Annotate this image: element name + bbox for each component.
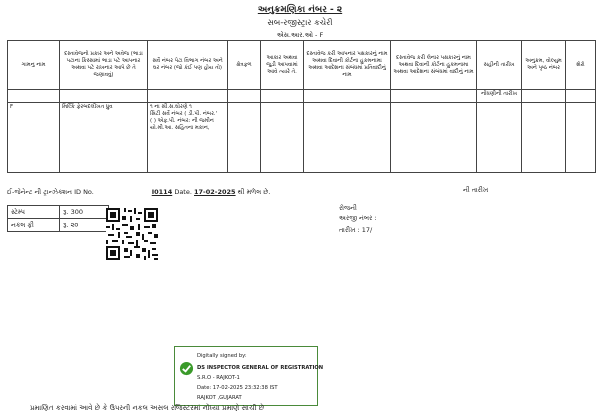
signature-line-1: Digitally signed by:: [197, 353, 247, 359]
sub-cell: [261, 90, 304, 103]
sub-cell: [304, 90, 391, 103]
date-note: ની તારીખ: [463, 186, 489, 194]
table-header-row: [8, 41, 596, 90]
col-sign-date: સહીની તારીખ: [477, 41, 522, 90]
qr-code: [106, 208, 158, 260]
fees-table: [7, 205, 109, 232]
register-table: [7, 40, 596, 173]
fee-row: [8, 206, 109, 219]
sub-cell: [8, 90, 60, 103]
sub-cell: [522, 90, 566, 103]
application-number: અરજી નંબર :: [339, 214, 377, 222]
fee-value: રૂ. ૨૦: [60, 219, 109, 232]
office-code: એસ.આર.ઓ - F: [276, 31, 324, 39]
document-title: અનુક્રમણિકા નંબર - ૨: [257, 5, 343, 15]
signature-line-3: S.R.O - RAJKOT-1: [197, 375, 240, 381]
signature-line-4: Date: 17-02-2025 23:32:38 IST: [197, 385, 278, 391]
cell-village: F: [8, 103, 60, 173]
daily-label: રોજની: [339, 204, 357, 212]
cell-survey: ૧ ના સી.સ.ઘોરણે ૧ સિટી સર્વે નંબર ( ડી.પી. નંબર.' ( ) એફ.પી. નંબર: ની જમીન યો.મી.આ. સહિતના મકાન,: [148, 103, 228, 173]
sub-cell: [228, 90, 261, 103]
reference-date-label: Date.: [174, 188, 192, 196]
col-akar: આકાર અથવા જુડી આપવામાં આવે ત્યારે તે.: [261, 41, 304, 90]
sub-cell: [391, 90, 477, 103]
reference-suffix: થી મળેલ છે.: [237, 188, 271, 196]
office-name: સબ-રજીસ્ટ્રાર કચેરી: [267, 18, 333, 27]
cell-doc-type: મિલ્કિ ફેરબદલીખત ધ્રુવ: [60, 103, 148, 173]
fee-label: નકલ ફી: [8, 219, 60, 232]
signature-line-2: DS INSPECTOR GENERAL OF REGISTRATION: [197, 365, 324, 371]
table-row: [8, 103, 596, 173]
cell-akar: [261, 103, 304, 173]
sub-cell: [60, 90, 148, 103]
col-survey: સર્વે નંબર પેટા વિભાગ નંબર અને ઘર નંબર (જો કંઈ પણ હોય તો): [148, 41, 228, 90]
cell-sign-date: [477, 103, 522, 173]
col-remarks: શેરો: [566, 41, 596, 90]
checkmark-icon: [179, 361, 194, 376]
transaction-reference: [7, 188, 270, 197]
col-village: ગામનુ નામ: [8, 41, 60, 90]
sub-cell-registration-date: નોંધણીની તારીખ: [477, 90, 522, 103]
col-party1: દસ્તાવેજ કરી આપનાર પક્ષકારનું નામ અથવા દિવાની કોર્ટના હુકમનામા અથવા આદેશના સંબંધમાં પ્રતિવાદીનું નામ: [304, 41, 391, 90]
fee-value: રૂ. 300: [60, 206, 109, 219]
table-subheader-row: [8, 90, 596, 103]
fee-label: સ્ટેમ્પ: [8, 206, 60, 219]
fee-row: [8, 219, 109, 232]
cell-area: [228, 103, 261, 173]
reference-prefix: ઈ-જેનેન્ટ ની ટ્રાન્ઝેક્શન ID No.: [7, 188, 94, 196]
sub-cell: [148, 90, 228, 103]
digital-signature-box: [174, 346, 324, 406]
sub-cell: [566, 90, 596, 103]
signature-line-5: RAJKOT ,GUJARAT: [197, 395, 242, 401]
col-party2: દસ્તાવેજ કરી લેનાર પક્ષકારનું નામ અથવા દિવાની કોર્ટના હુકમનામા અથવા આદેશના સંબંધમાં વાદીનું નામ: [391, 41, 477, 90]
cell-party1: [304, 103, 391, 173]
col-area: ક્ષેત્રફળ: [228, 41, 261, 90]
cell-serial: [522, 103, 566, 173]
col-serial: અનુક્રમ, વોલ્યુમ અને પૃષ્ઠ નંબર: [522, 41, 566, 90]
cell-party2: [391, 103, 477, 173]
reference-date: 17-02-2025: [194, 188, 236, 196]
transaction-id: I0114: [151, 188, 173, 196]
application-date: તારીખ : 17/: [339, 226, 373, 234]
col-doc-type: દસ્તાવેજનો પ્રકાર અને અવેજ (ભાડા પટાના કિસ્સામાં ભાડા પટે આપનાર અથવા પટે રાખનાર આપે છે તે જણાવવું): [60, 41, 148, 90]
cell-remarks: [566, 103, 596, 173]
footer-certification: પ્રમાણિત કરવામાં આવે છે કે ઉપરની નકલ અસલ રજિસ્ટરમાં નોંધ્યા પ્રમાણે સાચી છે: [30, 404, 265, 412]
